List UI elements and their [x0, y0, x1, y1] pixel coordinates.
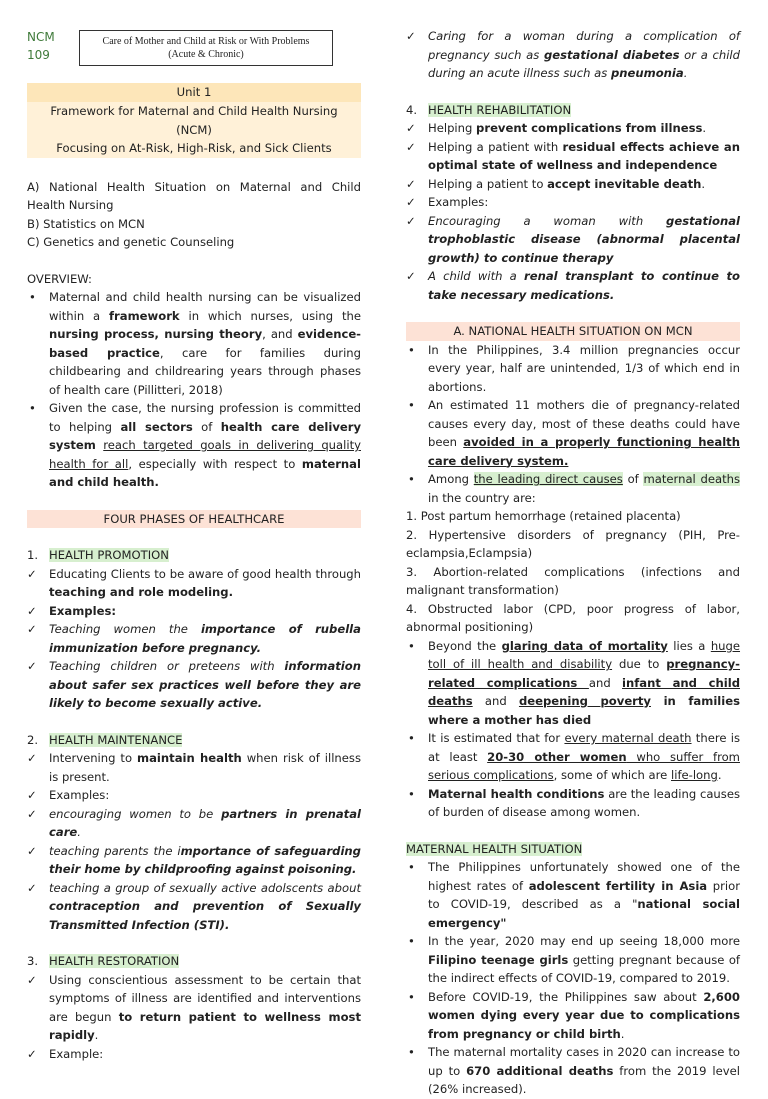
text-run: getting pregnant because of the indirect effects of COVID-19, compared to 2019. — [428, 952, 740, 985]
overview-bullet-2 — [27, 399, 361, 492]
maintenance-item-1 — [27, 749, 361, 786]
right-column — [406, 0, 740, 1099]
text-run: , some of which are — [553, 768, 671, 782]
text-run: to return patient to wellness most rapidly — [49, 1009, 361, 1042]
phase-rehabilitation-heading — [406, 101, 740, 120]
text-run: encouraging women to be — [49, 806, 222, 821]
course-code-letters: NCM — [27, 30, 55, 44]
text-run: mportance of safeguarding their home by childproofing against poisoning. — [49, 843, 361, 876]
text-run: The maternal mortality cases in 2020 can increase to up to — [428, 1045, 740, 1078]
text-run: and — [472, 694, 519, 708]
text-run: of — [622, 472, 644, 486]
phase-restoration-heading — [27, 952, 361, 971]
text-run: in the country are: — [428, 490, 536, 505]
text-run: of — [192, 419, 221, 434]
text-run: . — [702, 121, 707, 135]
text-run: the leading direct causes — [473, 472, 623, 486]
text-run: gestational diabetes — [543, 47, 680, 62]
text-run: Beyond the — [428, 638, 502, 653]
text-run: Helping a patient with — [428, 139, 563, 154]
rehabilitation-item-6 — [406, 267, 740, 304]
text-run: evidence-based practice — [49, 327, 361, 360]
text-run: A child with a — [428, 269, 524, 283]
text-run: HEALTH RESTORATION — [49, 954, 180, 968]
text-run: life-long — [671, 768, 718, 782]
maintenance-item-2: ✓ Examples: — [27, 786, 361, 805]
maternal-bullet-1 — [406, 858, 740, 932]
text-run: health care delivery system — [49, 419, 362, 452]
text-run: Among — [428, 472, 474, 486]
text-run: every maternal death — [564, 731, 692, 745]
left-column — [27, 0, 361, 1063]
text-run: , especially with respect to — [128, 456, 302, 471]
text-run: pneumonia — [610, 66, 684, 80]
text-run: teaching and role modeling. — [49, 585, 233, 599]
promotion-item-1 — [27, 565, 361, 602]
text-run: importance of rubella immunization before pregnancy. — [49, 622, 361, 655]
text-run: contraception and prevention of Sexually Transmitted Infection (STI). — [49, 899, 361, 932]
text-run: maternal and child health. — [49, 456, 361, 489]
rehabilitation-item-3 — [406, 175, 740, 194]
text-run: It is estimated that for — [428, 731, 565, 745]
text-run: there is at least — [428, 731, 740, 764]
text-run: Maternal and child health nursing can be visualized within a — [49, 290, 361, 323]
national-bullet-4 — [406, 637, 740, 730]
text-run: An estimated 11 mothers die of pregnancy-related causes every day, most of these deaths could have been — [428, 398, 740, 449]
text-run: Teaching women the — [49, 622, 201, 636]
text-run: 670 additional deaths — [466, 1063, 614, 1078]
text-run: Given the case, the nursing profession is committed to helping — [49, 401, 361, 434]
text-run: are the leading causes of burden of disease among women. — [428, 786, 740, 819]
text-run: In the year, 2020 may end up seeing 18,000 more — [428, 934, 740, 948]
text-run: when risk of illness is present. — [49, 751, 361, 784]
text-run: 2. — [27, 732, 39, 747]
text-run: maintain health — [137, 751, 242, 765]
national-bullet-6 — [406, 785, 740, 822]
text-run: prevent complications from illness — [476, 121, 703, 135]
text-run: renal transplant to continue to take necessary medications. — [428, 269, 740, 302]
text-run: 4. — [406, 102, 418, 117]
text-run: maternal deaths — [643, 472, 741, 486]
restoration-item-1 — [27, 971, 361, 1045]
text-run: teaching parents the i — [49, 843, 181, 858]
text-run: pregnancy-related complications — [428, 657, 740, 690]
course-title-line1: Care of Mother and Child at Risk or With Problems — [102, 36, 310, 47]
phase-maintenance-heading — [27, 731, 361, 750]
text-run: partners in prenatal care — [49, 806, 361, 839]
national-bullet-2 — [406, 396, 740, 470]
unit-label: Unit 1 — [27, 83, 361, 102]
cause-2: 2. Hypertensive disorders of pregnancy (PIH, Pre-eclampsia,Eclampsia) — [406, 527, 740, 560]
text-run: deepening poverty — [518, 694, 651, 708]
national-bullet-3 — [406, 470, 740, 507]
restoration-item-2: ✓ Example: — [27, 1045, 361, 1064]
text-run: Before COVID-19, the Philippines saw about — [428, 989, 704, 1004]
promotion-item-4 — [27, 657, 361, 713]
text-run: HEALTH MAINTENANCE — [49, 732, 183, 747]
maternal-bullet-3 — [406, 988, 740, 1044]
text-run: , and — [262, 327, 298, 341]
rehabilitation-item-1 — [406, 119, 740, 138]
unit-subtitle-line2: Focusing on At-Risk, High-Risk, and Sick Clients — [56, 141, 332, 155]
outline-item-c: C) Genetics and genetic Counseling — [27, 235, 235, 249]
text-run: 3. — [27, 954, 39, 968]
text-run: avoided in a properly functioning health care delivery system. — [428, 435, 740, 468]
cause-3: 3. Abortion-related complications (infections and malignant transformation) — [406, 564, 740, 597]
text-run: reach targeted goals in delivering quality health for all — [49, 438, 361, 471]
text-run: all sectors — [120, 419, 193, 434]
phases-title: FOUR PHASES OF HEALTHCARE — [27, 510, 361, 529]
maternal-bullet-4 — [406, 1043, 740, 1099]
text-run: The Philippines unfortunately showed one of the highest rates of — [428, 860, 740, 893]
text-run: . — [94, 1028, 99, 1042]
text-run: accept inevitable death — [547, 176, 702, 191]
text-run: in which nurses, using the — [179, 308, 361, 323]
text-run: Helping a patient to — [428, 176, 548, 191]
text-run: . — [683, 66, 688, 80]
maternal-situation-title — [406, 840, 740, 859]
text-run: Helping — [428, 121, 477, 135]
text-run: MATERNAL HEALTH SITUATION — [406, 841, 583, 856]
text-run: information about safer sex practices well before they are likely to become sexually active. — [49, 659, 361, 710]
text-run: who suffer from serious complications — [428, 749, 740, 782]
outline-item-a: A) National Health Situation on Maternal and Child Health Nursing — [27, 179, 361, 212]
text-run: Filipino teenage girls — [428, 952, 569, 967]
text-run: Intervening to — [49, 751, 138, 765]
text-run: infant and child deaths — [428, 675, 740, 708]
maintenance-item-4 — [27, 842, 361, 879]
promotion-item-2: ✓ Examples: — [27, 602, 361, 621]
text-run: or a child during an acute illness such as — [428, 47, 741, 80]
text-run: Teaching children or preteens with — [49, 659, 285, 673]
text-run: nursing process, nursing theory — [49, 327, 263, 341]
maternal-bullet-2 — [406, 932, 740, 988]
rehabilitation-item-5 — [406, 212, 740, 268]
cause-1: 1. Post partum hemorrhage (retained placenta) — [406, 509, 681, 523]
overview-bullet-1 — [27, 288, 361, 399]
text-run: 1. — [27, 548, 39, 562]
text-run: from the 2019 level (26% increased). — [428, 1063, 740, 1096]
phase-promotion-heading — [27, 546, 361, 565]
text-run: . — [77, 825, 81, 839]
maintenance-item-3 — [27, 805, 361, 842]
text-run: HEALTH REHABILITATION — [428, 102, 572, 117]
text-run: national social emergency" — [428, 897, 740, 930]
text-run: adolescent fertility in Asia — [528, 878, 708, 893]
national-bullet-5 — [406, 729, 740, 785]
text-run: in families where a mother has died — [428, 694, 741, 727]
text-run: Educating Clients to be aware of good health through — [49, 566, 361, 581]
text-run: teaching a group of sexually active adolscents about — [49, 880, 361, 895]
text-run: Using conscientious assessment to be certain that symptoms of illness are identified and interventions are begun — [49, 972, 361, 1024]
text-run: . — [620, 1026, 625, 1041]
text-run: residual effects achieve an optimal state of wellness and independence — [428, 139, 740, 172]
text-run: gestational trophoblastic disease (abnormal placental growth) to continue therapy — [428, 213, 740, 265]
rehabilitation-item-2 — [406, 138, 740, 175]
promotion-item-3 — [27, 620, 361, 657]
text-run: . — [701, 176, 706, 191]
text-run: HEALTH PROMOTION — [49, 548, 169, 562]
national-bullet-1: • In the Philippines, 3.4 million pregnancies occur every year, half are unintended, 1/3 of which end in abortions. — [406, 341, 740, 397]
text-run: 2,600 women dying every year due to complications from pregnancy or child birth — [428, 989, 740, 1041]
text-run: framework — [109, 308, 180, 323]
unit-subtitle — [27, 102, 361, 158]
national-situation-title: A. NATIONAL HEALTH SITUATION ON MCN — [406, 322, 740, 341]
maintenance-item-5 — [27, 879, 361, 935]
unit-subtitle-line1: Framework for Maternal and Child Health Nursing (NCM) — [50, 104, 338, 137]
course-title-line2: (Acute & Chronic) — [168, 49, 244, 60]
outline-item-b: B) Statistics on MCN — [27, 216, 145, 231]
text-run: 20-30 other women — [487, 749, 627, 764]
text-run: Caring for a woman during a complication of pregnancy such as — [428, 29, 740, 62]
cause-4: 4. Obstructed labor (CPD, poor progress of labor, abnormal positioning) — [406, 601, 740, 634]
overview-title: OVERVIEW: — [27, 271, 92, 286]
text-run: , care for families during childbearing and childrearing years through phases of health care (Pillitteri, 2018) — [49, 345, 361, 397]
restoration-item-3 — [406, 27, 740, 83]
course-code-number: 109 — [27, 48, 50, 62]
text-run: due to — [612, 657, 667, 671]
text-run: glaring data of mortality — [501, 638, 668, 653]
text-run: prior to COVID-19, described as a " — [428, 878, 740, 911]
text-run: Maternal health conditions — [428, 786, 605, 801]
text-run: and — [588, 675, 623, 690]
rehabilitation-item-4: ✓ Examples: — [406, 193, 740, 212]
text-run: . — [717, 768, 722, 782]
text-run: huge toll of ill health and disability — [428, 638, 741, 671]
text-run: Encouraging a woman with — [428, 213, 667, 228]
text-run: lies a — [667, 638, 711, 653]
